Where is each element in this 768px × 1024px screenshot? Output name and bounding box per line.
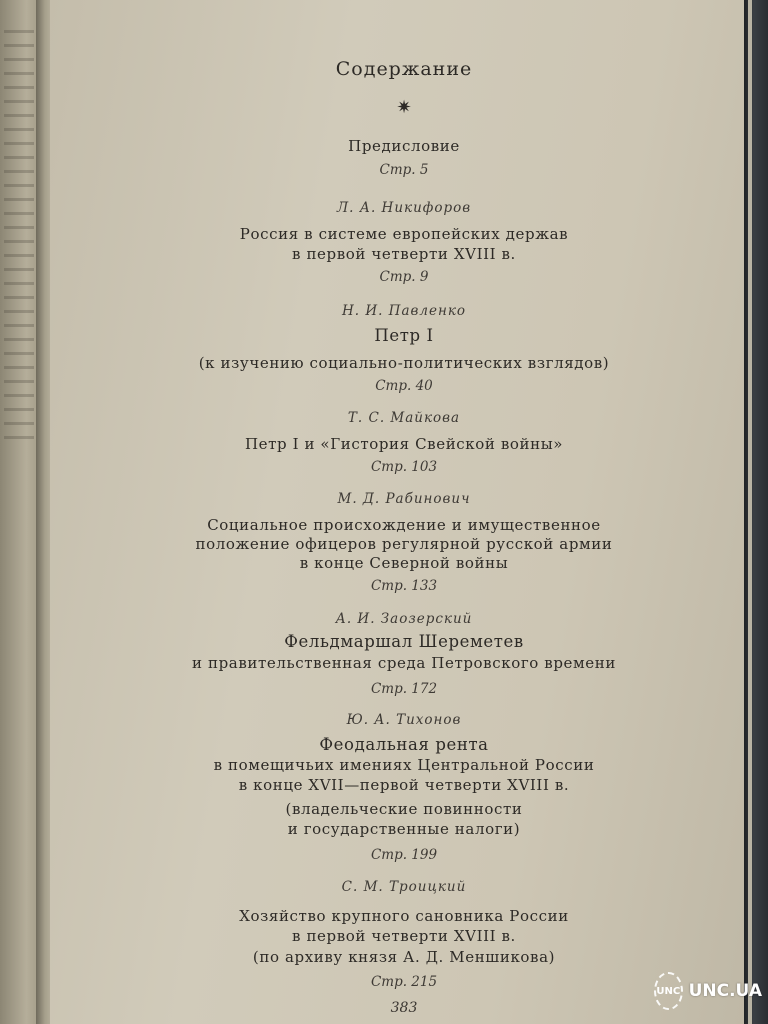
entry-title-line: (владельческие повинности [285, 800, 523, 818]
entry-title-line: в конце XVII—первой четверти XVIII в. [238, 776, 570, 794]
entry-title-line: Петр I и «Гистория Свейской войны» [244, 435, 564, 453]
entry-title-line: положение офицеров регулярной русской армии [195, 535, 613, 553]
entry-page: Стр. 9 [379, 269, 429, 285]
entry-page: Стр. 172 [370, 681, 438, 697]
table-of-contents [60, 0, 748, 1024]
watermark-emblem-icon: UNC [654, 972, 683, 1010]
entry-author: А. И. Заозерский [335, 611, 473, 627]
entry-title-line: Хозяйство крупного сановника России [239, 907, 569, 925]
entry-page-preface: Стр. 5 [379, 162, 429, 178]
entry-title-line: Фельдмаршал Шереметев [284, 632, 524, 651]
entry-title-line: и государственные налоги) [287, 820, 521, 838]
facing-page-text-lines [4, 30, 34, 450]
page-stack-edge [748, 0, 752, 1024]
entry-title-line: (к изучению социально-политических взглядов) [198, 354, 610, 372]
entry-title-line: в первой четверти XVIII в. [292, 245, 516, 263]
entry-title-line: в первой четверти XVIII в. [292, 927, 516, 945]
entry-author: М. Д. Рабинович [337, 491, 471, 507]
entry-author: Н. И. Павленко [341, 303, 467, 319]
entry-title-line: в конце Северной войны [299, 554, 509, 572]
entry-author: Т. С. Майкова [347, 410, 461, 426]
entry-title-line: (по архиву князя А. Д. Меншикова) [252, 948, 556, 966]
page-number: 383 [390, 1000, 418, 1016]
entry-page: Стр. 199 [370, 847, 438, 863]
entry-title-line: и правительственная среда Петровского времени [192, 654, 616, 672]
entry-title-line: Россия в системе европейских держав [239, 225, 569, 243]
page-title: Содержание [335, 58, 473, 80]
entry-page: Стр. 215 [370, 974, 438, 990]
entry-title-line: Социальное происхождение и имущественное [207, 516, 601, 534]
watermark-text: UNC.UA [688, 981, 762, 1001]
entry-page: Стр. 40 [375, 378, 433, 394]
entry-page: Стр. 133 [370, 578, 438, 594]
watermark [654, 966, 762, 1016]
entry-title-line: в помещичьих имениях Центральной России [213, 756, 595, 774]
star-ornament-icon: ✷ [396, 97, 412, 118]
entry-author: С. М. Троицкий [341, 879, 467, 895]
entry-title-line: Петр I [374, 326, 434, 345]
entry-title-line: Феодальная рента [319, 735, 489, 754]
entry-title-preface: Предисловие [348, 137, 460, 155]
entry-author: Л. А. Никифоров [336, 200, 472, 216]
entry-author: Ю. А. Тихонов [346, 712, 462, 728]
entry-page: Стр. 103 [370, 459, 438, 475]
